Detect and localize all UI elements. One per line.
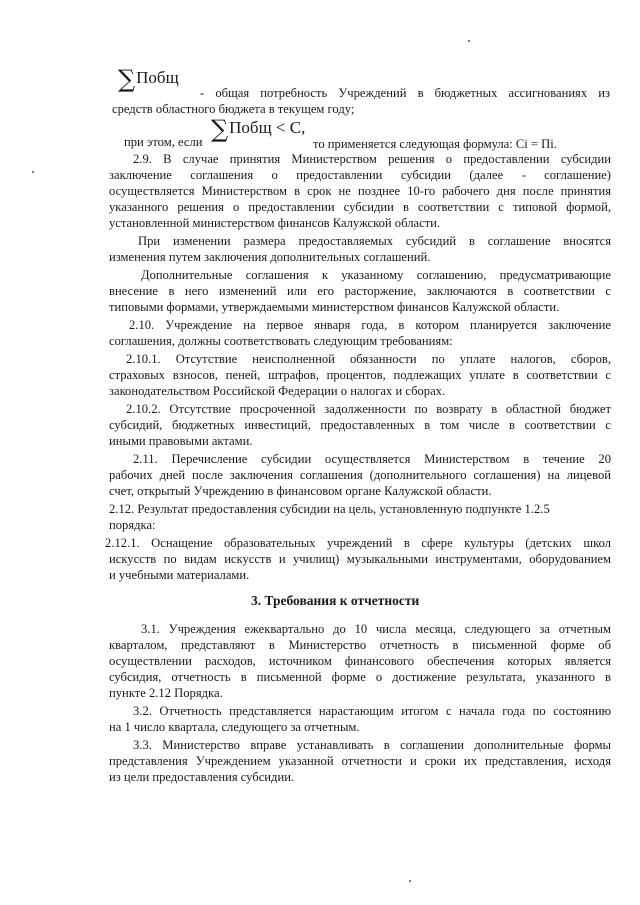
text-line: 2.10.2. Отсутствие просроченной задолженности по возврату в областной бюджет [126,402,611,416]
text-line: средств областного бюджета в текущем году; [112,102,355,116]
text-line: и учебными материалами. [109,568,250,582]
sum-symbol: ∑ [211,115,229,143]
text-line: указанного решения о предоставлении субсидии в соответствии с типовой формой, [109,200,611,214]
scan-speck [409,880,411,882]
text-line: из цели предоставления субсидии. [109,770,295,784]
text-line: то применяется следующая формула: Ci = Пi. [313,137,557,151]
text-line: рабочих дней после заключения соглашения (дополнительного соглашения) на лицевой [109,468,611,482]
formula-expression: Побщ < C, [229,118,306,137]
scan-speck [32,171,34,173]
text-line: пункте 2.12 Порядка. [109,686,223,700]
text-line: заключение соглашения о предоставлении субсидии (далее - соглашение) [109,168,611,182]
text-line: искусств по видам искусств и училищ) музыкальными инструментами, оборудованием [109,552,611,566]
text-line: счет, открытый Учреждению в финансовом органе Калужской области. [109,484,492,498]
text-line: при этом, если [124,135,203,149]
text-line: кварталом, представляют в Министерство отчетность в письменной форме об [109,638,611,652]
text-line: представления Учреждением указанной отчетности и сроки их представления, исходя [109,754,611,768]
text-line: 2.9. В случае принятия Министерством решения о предоставлении субсидии [133,152,611,166]
text-line: Дополнительные соглашения к указанному соглашению, предусматривающие [141,268,611,282]
text-line: 2.12.1. Оснащение образовательных учреждений в сфере культуры (детских школ [105,536,611,550]
text-line: страховых взносов, пеней, штрафов, процентов, подлежащих уплате в соответствии с [109,368,611,382]
text-line: изменения путем заключения дополнительных соглашений. [109,250,431,264]
text-line: - общая потребность Учреждений в бюджетных ассигнованиях из [200,86,610,100]
section-title: 3. Требования к отчетности [251,593,420,608]
text-line: 3.1. Учреждения ежеквартально до 10 числа месяца, следующего за отчетным [141,622,611,636]
text-line: соглашения, должны соответствовать следующим требованиям: [109,334,453,348]
text-line: порядка: [109,518,156,532]
text-line: внесение в него изменений или его расторжение, заключаются в соответствии с [109,284,611,298]
text-line: иными правовыми актами. [109,434,253,448]
text-line: осуществлении расходов, источником финансового обеспечения которых является [109,654,611,668]
text-line: типовыми формами, утверждаемыми министерством финансов Калужской области. [109,300,560,314]
text-line: 2.11. Перечисление субсидии осуществляется Министерством в течение 20 [133,452,611,466]
formula-sum-total [118,65,179,93]
text-line: законодательством Российской Федерации о налогах и сборах. [109,384,446,398]
text-line: При изменении размера предоставляемых субсидий в соглашение вносятся [138,234,611,248]
text-line: субсидия, отчетность в письменной форме о достижение результата, указанного в [109,670,611,684]
text-line: 2.10.1. Отсутствие неисполненной обязанности по уплате налогов, сборов, [126,352,611,366]
formula-condition [211,115,306,143]
text-line: 3.2. Отчетность представляется нарастающим итогом с начала года по состоянию [133,704,611,718]
text-line: субсидий, бюджетных инвестиций, предоставленных в том числе в соответствии с [109,418,611,432]
text-line: установленной министерством финансов Калужской области. [109,216,441,230]
sum-symbol: ∑ [118,65,136,93]
formula-label: Побщ [136,68,179,87]
text-line: 2.10. Учреждение на первое января года, в котором планируется заключение [129,318,611,332]
text-line: осуществляется Министерством в срок не позднее 10-го рабочего дня после принятия [109,184,611,198]
text-line: 3.3. Министерство вправе устанавливать в соглашении дополнительные формы [133,738,611,752]
text-line: 2.12. Результат предоставления субсидии на цель, установленную подпункте 1.2.5 [109,502,550,516]
scan-speck [468,40,470,42]
text-line: на 1 число квартала, следующего за отчетным. [109,720,360,734]
